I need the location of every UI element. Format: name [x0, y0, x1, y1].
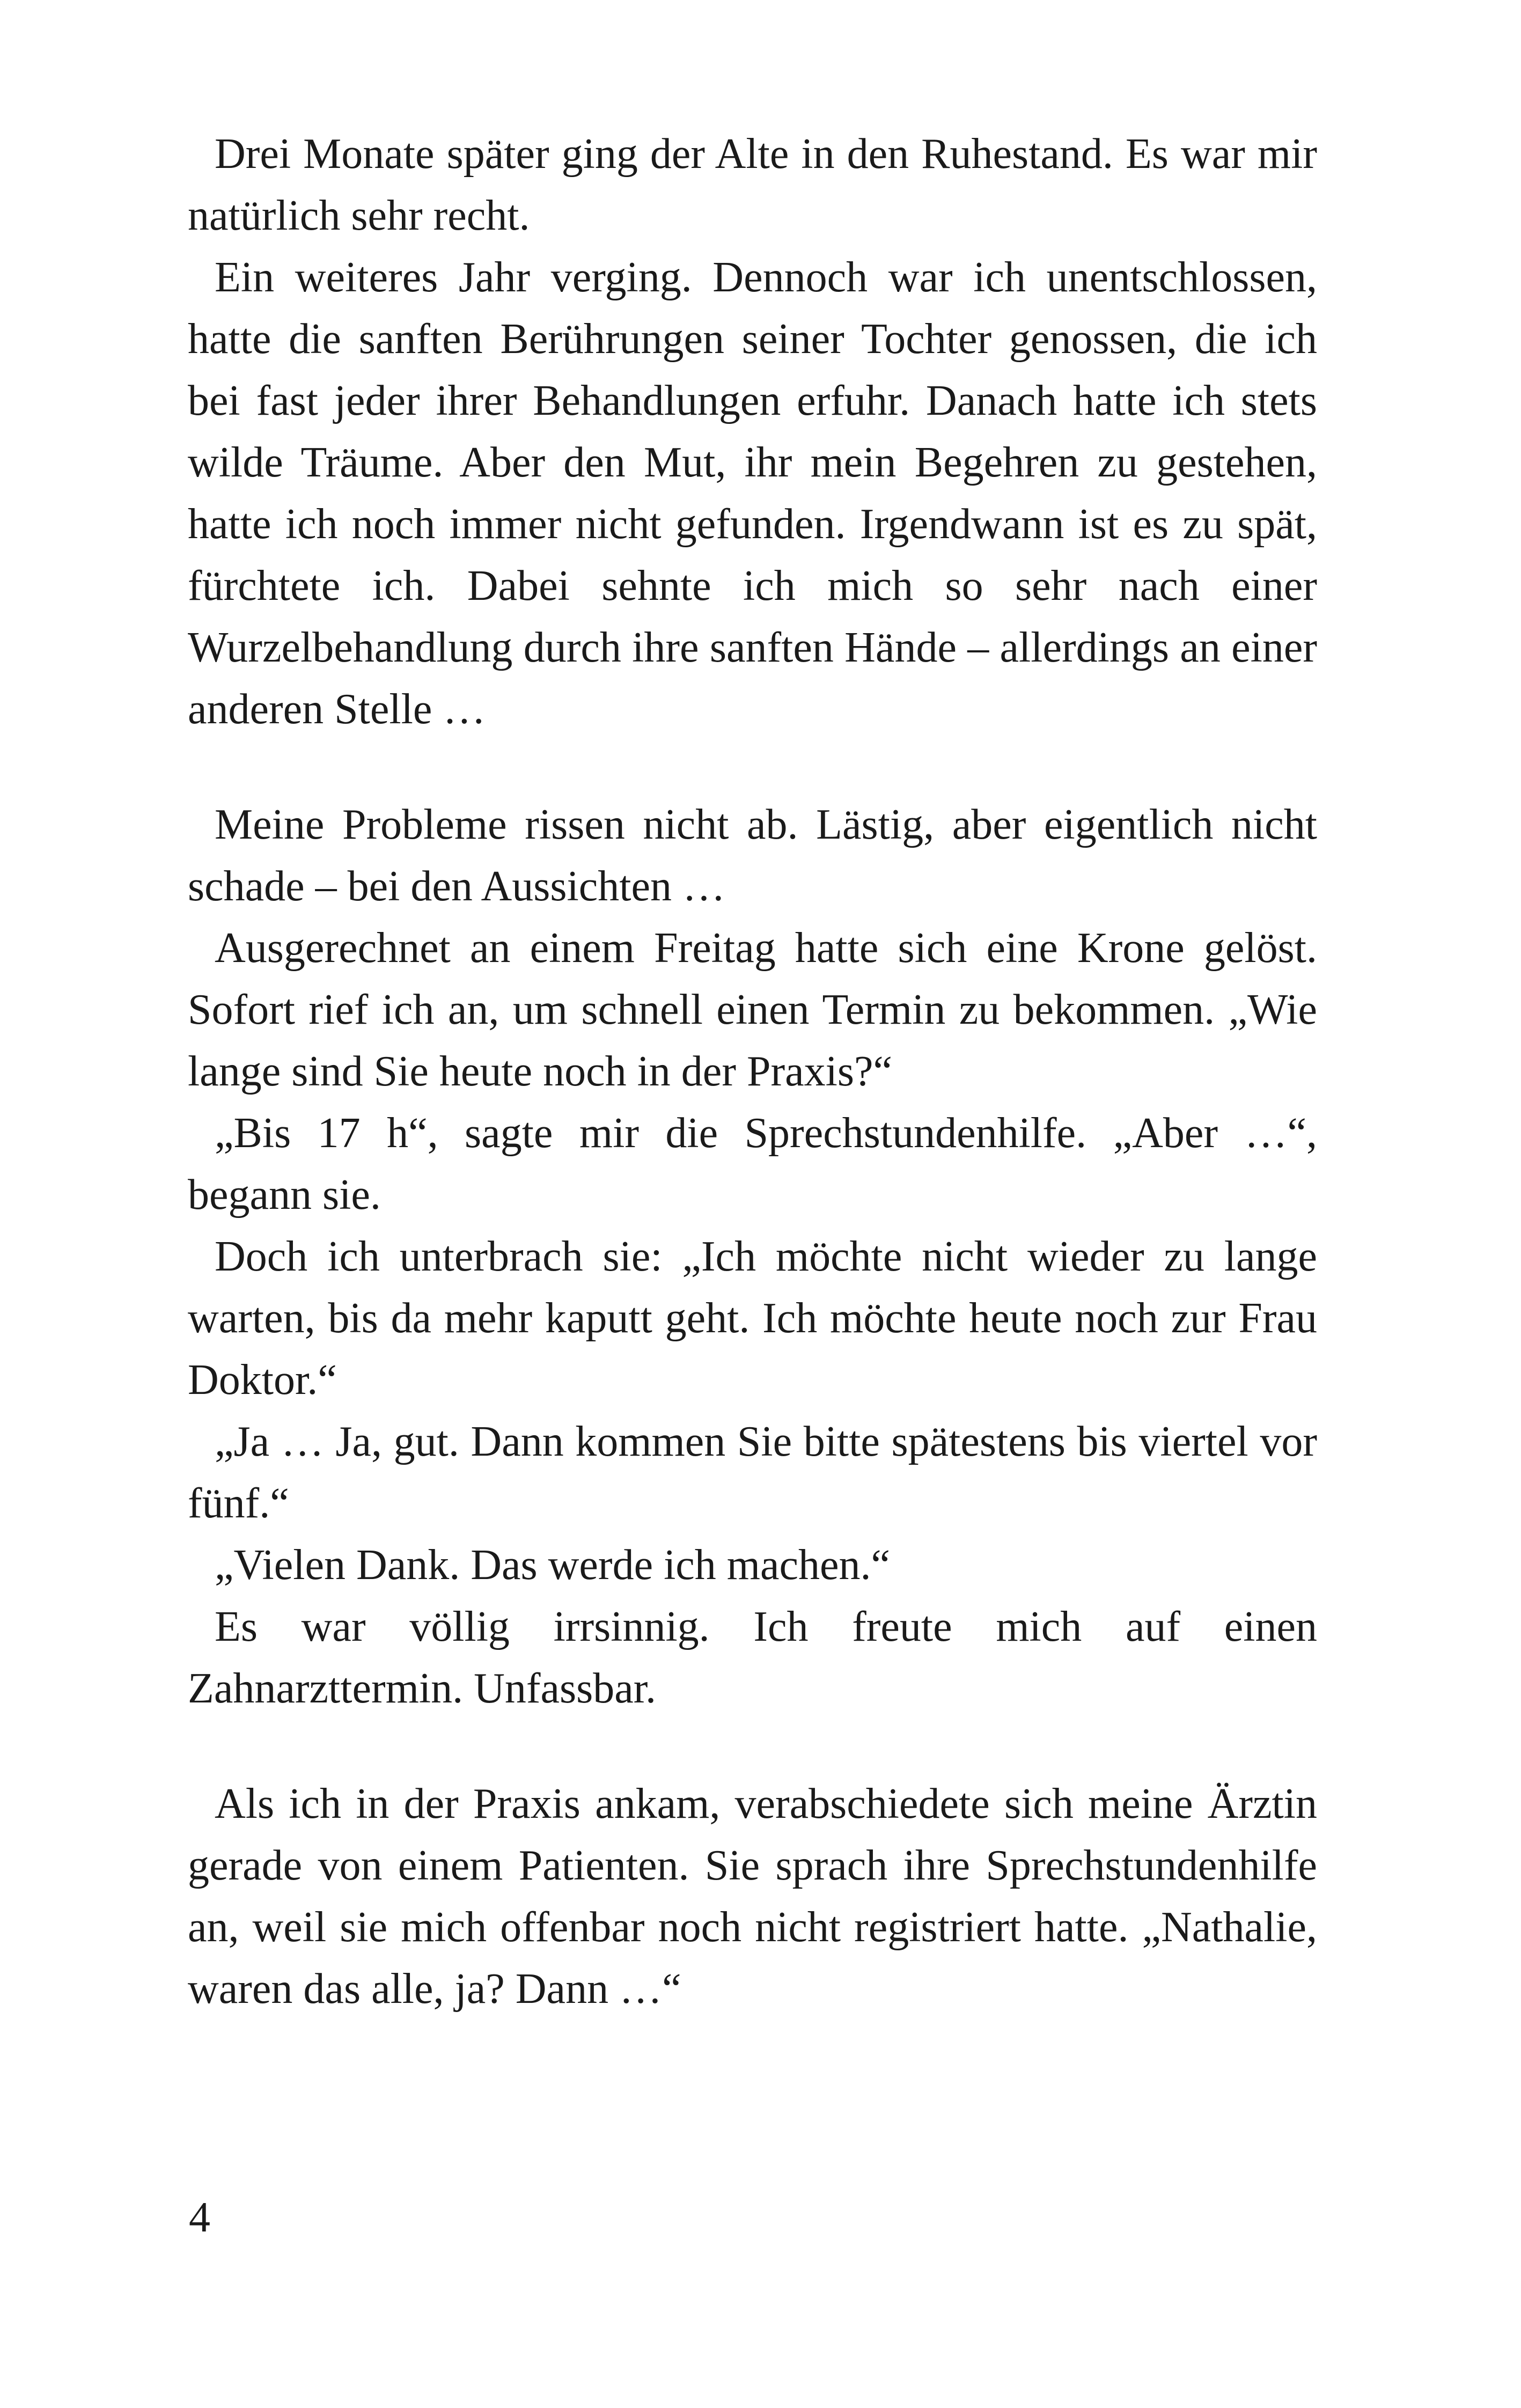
paragraph: „Ja … Ja, gut. Dann kommen Sie bitte spätestens bis viertel vor fünf.“ [188, 1418, 1317, 1527]
paragraph: „Vielen Dank. Das werde ich machen.“ [215, 1541, 891, 1589]
page-number: 4 [189, 2194, 210, 2241]
paragraph: „Bis 17 h“, sagte mir die Sprechstundenhilfe. „Aber …“, begann sie. [188, 1110, 1317, 1218]
paragraph: Ein weiteres Jahr verging. Dennoch war ich unentschlossen, hatte die sanften Berührungen seiner Tochter genossen, die ich bei fast jeder ihrer Behandlungen erfuhr. Danach hatte ich stets wilde Träume. Aber den Mut, ihr mein Begehren zu gestehen, hatte ich noch immer nicht gefunden. Irgendwann ist es zu spät, fürchtete ich. Dabei sehnte ich mich so sehr nach einer Wurzelbehandlung durch ihre sanften Hände – allerdings an einer anderen Stelle … [188, 254, 1317, 733]
paragraph: Drei Monate später ging der Alte in den Ruhestand. Es war mir natürlich sehr recht. [188, 130, 1317, 239]
section-break [188, 740, 1317, 794]
paragraph: Meine Probleme rissen nicht ab. Lästig, aber eigentlich nicht schade – bei den Aussichten … [188, 801, 1317, 910]
paragraph: Ausgerechnet an einem Freitag hatte sich eine Krone gelöst. Sofort rief ich an, um schnell einen Termin zu bekommen. „Wie lange sind Sie heute noch in der Praxis?“ [188, 924, 1317, 1095]
paragraph: Doch ich unterbrach sie: „Ich möchte nicht wieder zu lange warten, bis da mehr kaputt geht. Ich möchte heute noch zur Frau Doktor.“ [188, 1233, 1317, 1404]
paragraph: Als ich in der Praxis ankam, verabschiedete sich meine Ärztin gerade von einem Patienten. Sie sprach ihre Sprechstundenhilfe an, weil sie mich offenbar noch nicht registriert hatte. „Nathalie, waren das alle, ja? Dann …“ [188, 1780, 1317, 2013]
paragraph: Es war völlig irrsinnig. Ich freute mich auf einen Zahnarzttermin. Unfassbar. [188, 1603, 1317, 1712]
section-break [188, 1720, 1317, 1773]
page-body [188, 123, 1317, 2020]
